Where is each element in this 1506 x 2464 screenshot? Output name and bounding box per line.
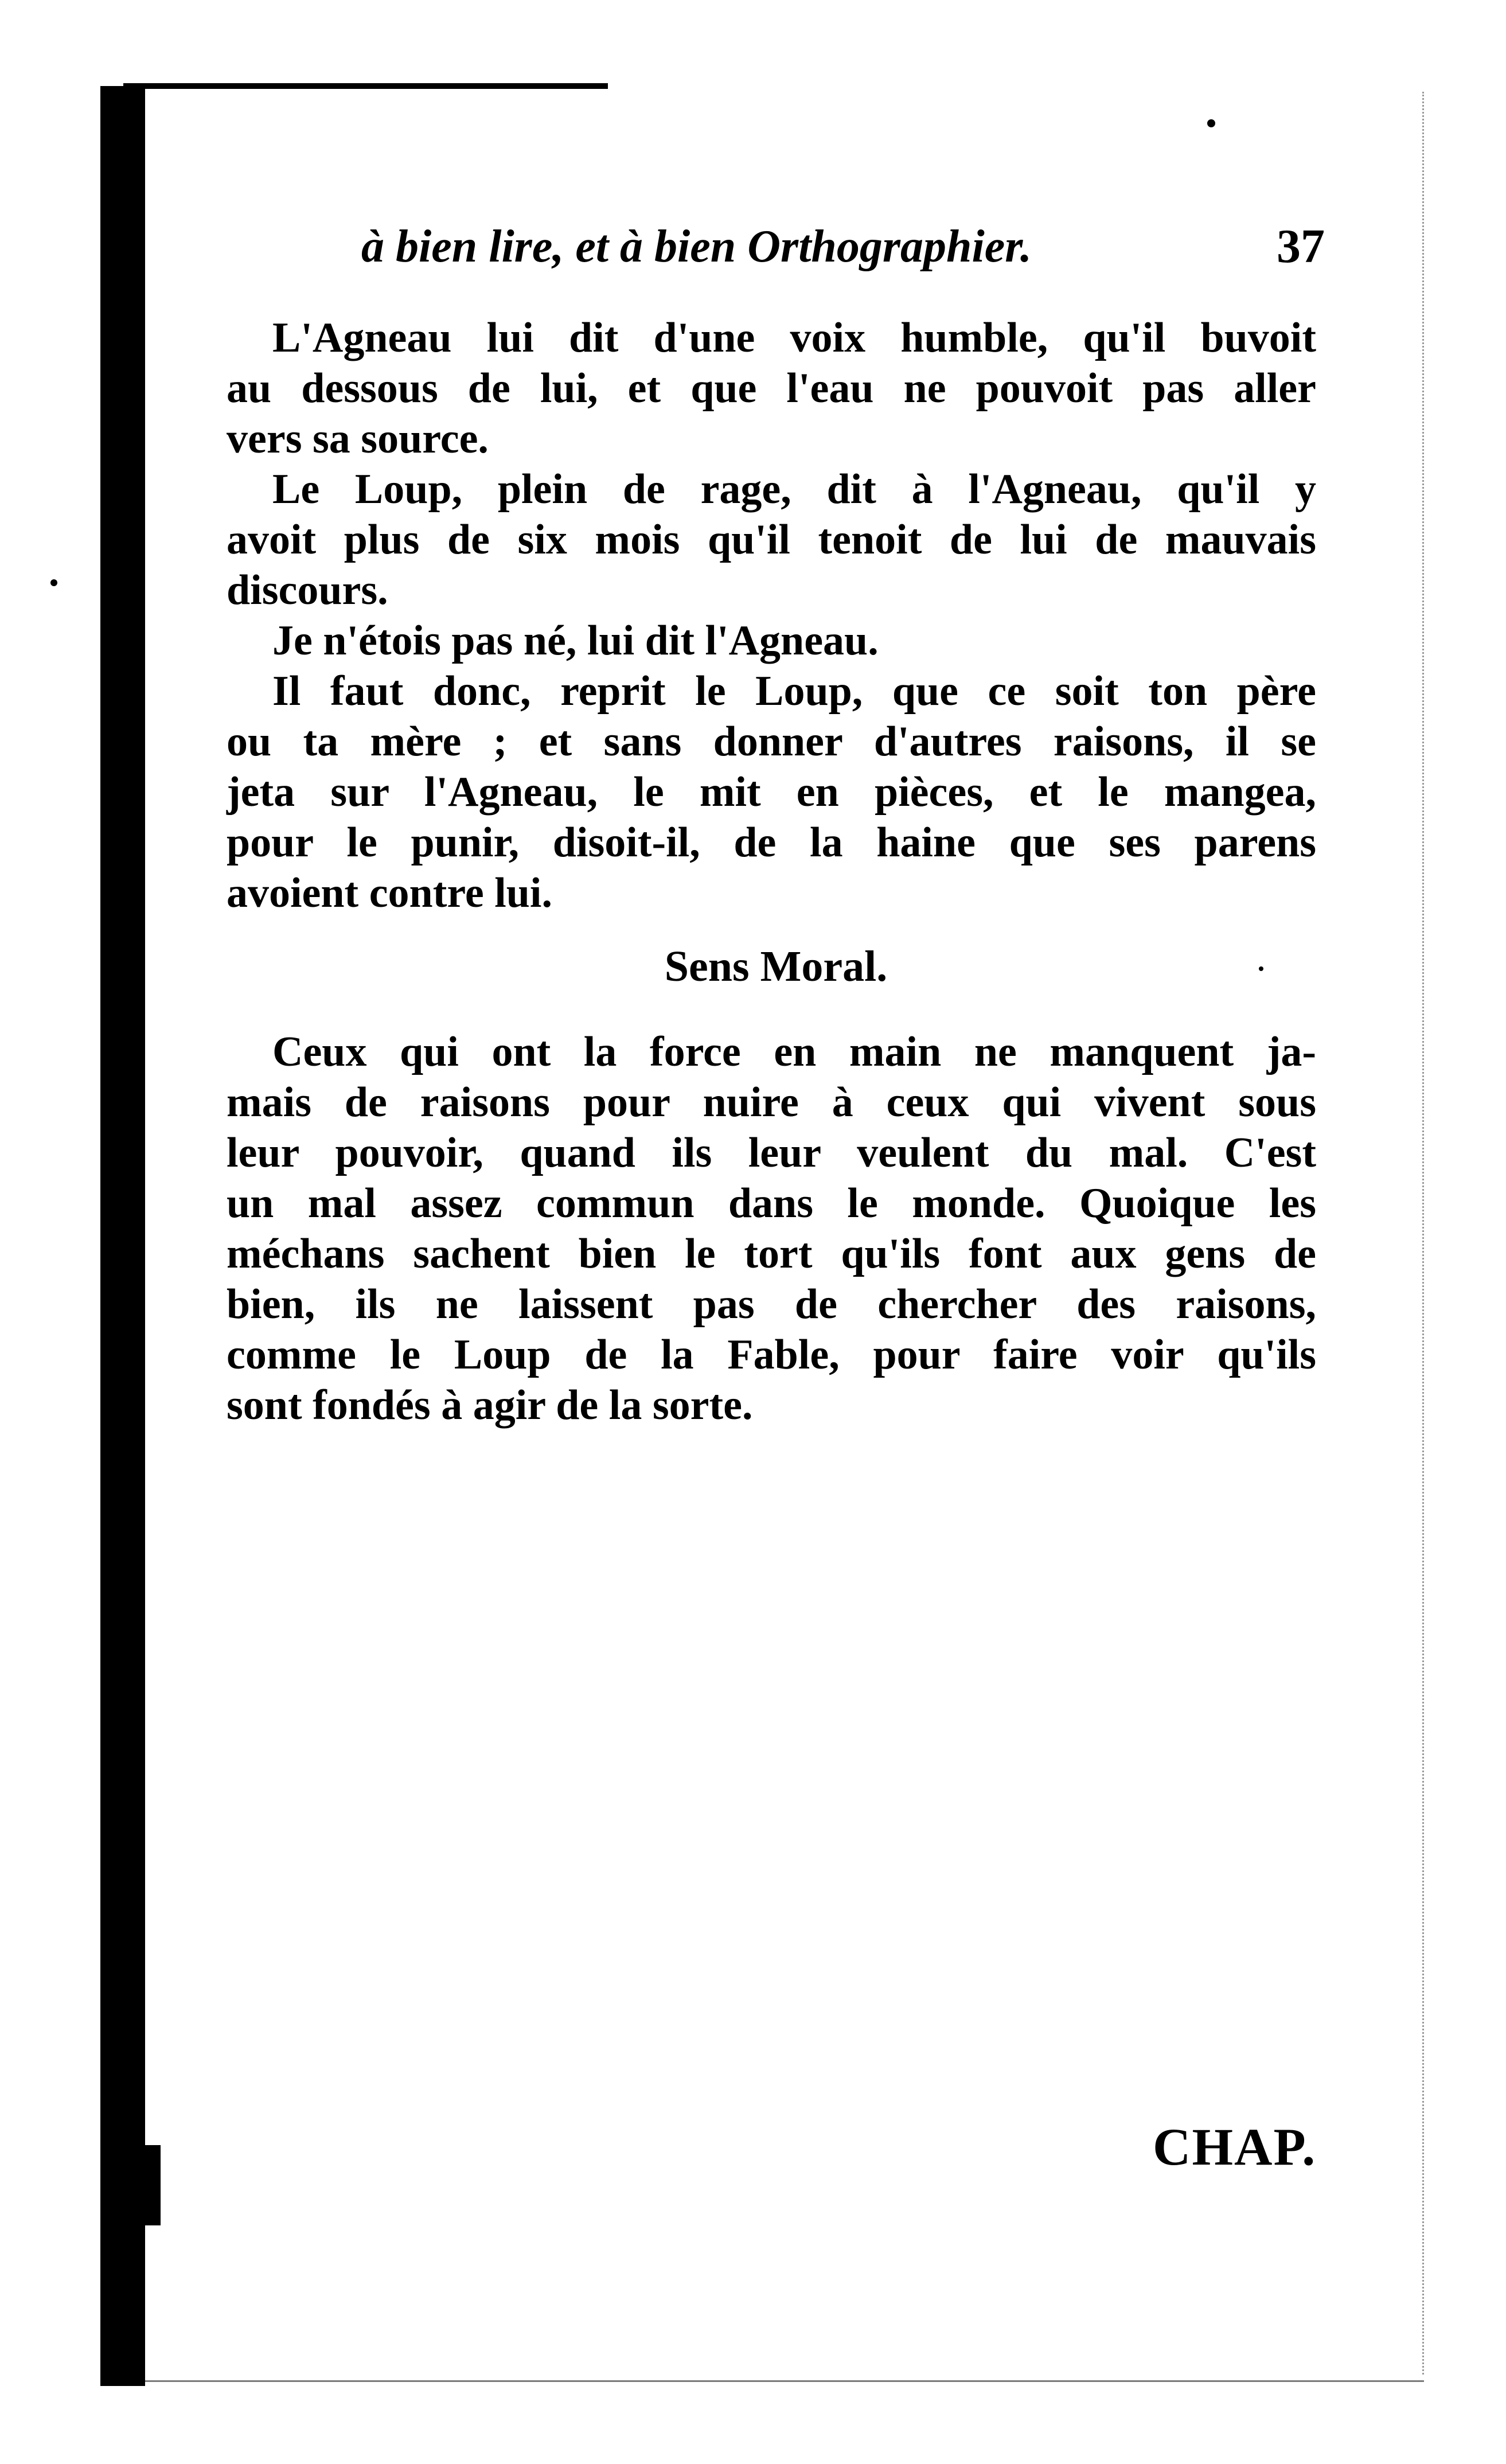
page-edge-left [100, 86, 145, 2386]
text-line: Ceux qui ont la force en main ne manquent ja- [272, 1028, 1316, 1075]
page-edge-top [123, 83, 608, 89]
text-line: Le Loup, plein de rage, dit à l'Agneau, qu'il y [272, 466, 1316, 513]
text-line: L'Agneau lui dit d'une voix humble, qu'il buvoit [272, 314, 1316, 361]
text-line: sont fondés à agir de la sorte. [227, 1382, 753, 1429]
page-number: 37 [1277, 220, 1325, 273]
text-line: leur pouvoir, quand ils leur veulent du mal. C'est [227, 1129, 1316, 1176]
text-line: pour le punir, disoit-il, de la haine que ses parens [227, 819, 1316, 866]
text-line: Je n'étois pas né, lui dit l'Agneau. [272, 617, 879, 664]
fable-text [227, 313, 1316, 918]
page-edge-right [1422, 92, 1424, 2375]
moral-text [227, 1027, 1316, 1430]
page-edge-left-notch [100, 2145, 161, 2225]
text-line: au dessous de lui, et que l'eau ne pouvoit pas aller [227, 365, 1316, 412]
text-line: ou ta mère ; et sans donner d'autres raisons, il se [227, 718, 1316, 765]
catchword: CHAP. [1153, 2118, 1317, 2176]
text-line: discours. [227, 567, 388, 614]
running-header [361, 215, 1325, 278]
text-line: bien, ils ne laissent pas de chercher des raisons, [227, 1281, 1316, 1328]
scan-speck [50, 579, 57, 586]
text-line: avoient contre lui. [227, 870, 552, 917]
page-edge-bottom [145, 2380, 1424, 2382]
text-line: avoit plus de six mois qu'il tenoit de lui de mauvais [227, 516, 1316, 563]
running-title: à bien lire, et à bien Orthographier. [361, 221, 1032, 272]
text-line: mais de raisons pour nuire à ceux qui vivent sous [227, 1079, 1316, 1126]
text-line: méchans sachent bien le tort qu'ils font aux gens de [227, 1230, 1316, 1277]
scan-speck [1207, 119, 1215, 127]
text-line: un mal assez commun dans le monde. Quoique les [227, 1180, 1316, 1227]
text-line: vers sa source. [227, 415, 489, 462]
text-line: comme le Loup de la Fable, pour faire voir qu'ils [227, 1331, 1316, 1378]
text-line: jeta sur l'Agneau, le mit en pièces, et le mangea, [227, 769, 1316, 816]
moral-heading: Sens Moral. [664, 942, 888, 991]
text-line: Il faut donc, reprit le Loup, que ce soit ton père [272, 668, 1316, 715]
